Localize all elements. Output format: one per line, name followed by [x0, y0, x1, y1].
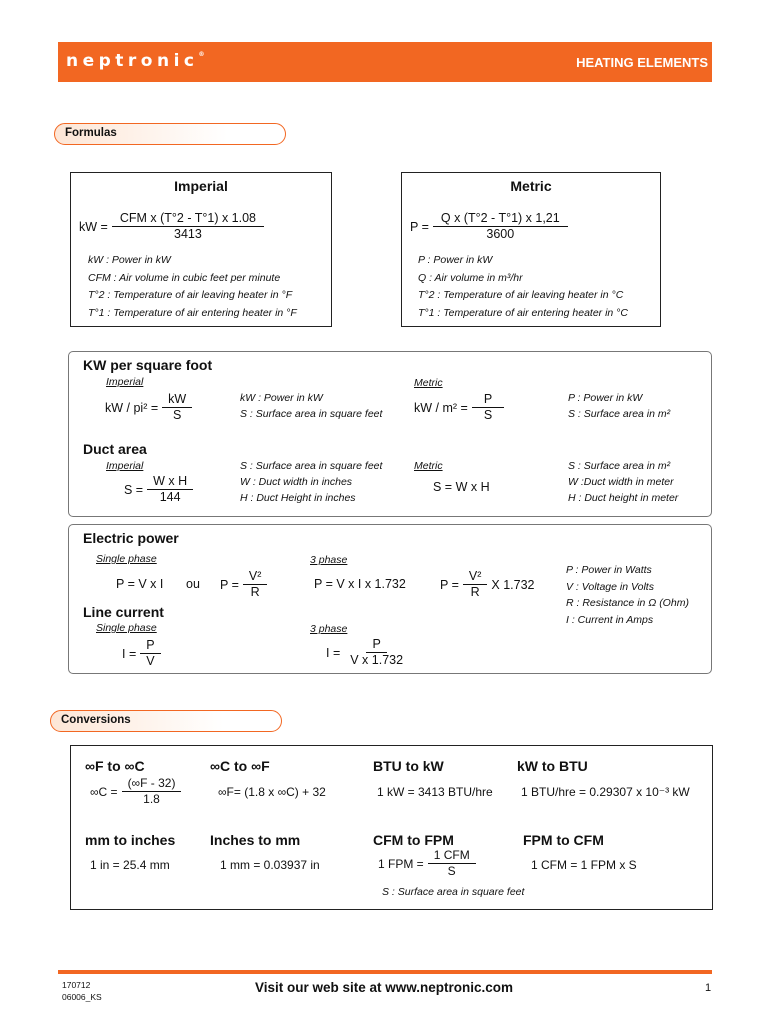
conv-f-to-c-formula: ∞C = $\frac{(\infty F - 32)}{1.8}$ [90, 776, 185, 807]
neptronic-logo: neptronic® [66, 51, 205, 71]
current-single-label: Single phase [96, 622, 157, 634]
kw-sqft-imperial-notes: kW : Power in kW S : Surface area in square feet [240, 392, 383, 420]
kw-sqft-imperial-formula: kW / pi² = $\frac{kW}{S}$ [105, 392, 196, 423]
conv-f-to-c-title: ∞F to ∞C [85, 758, 145, 774]
power-single-label: Single phase [96, 553, 157, 565]
duct-imperial-notes: S : Surface area in square feet W : Duct width in inches H : Duct Height in inches [240, 460, 383, 504]
conv-cfm-to-fpm-formula: 1 FPM = $\frac{\text{1 CFM}}{S}$ [378, 848, 480, 879]
duct-metric-formula: S = W x H [433, 480, 490, 494]
power-single-alt-formula: P = $\frac{\text{V²}}{R}$ [220, 569, 271, 600]
power-three-formula: P = V x I x 1.732 [314, 577, 406, 591]
current-three-formula: I = $\frac{P}{\text{V x 1.732}}$ [326, 637, 404, 667]
footer-page-number: 1 [705, 982, 712, 994]
duct-metric-notes: S : Surface area in m² W :Duct width in meter H : Duct height in meter [568, 460, 679, 504]
duct-imperial-label: Imperial [106, 460, 144, 472]
header-title: HEATING ELEMENTS [576, 55, 708, 70]
imperial-title: Imperial [174, 178, 228, 194]
kw-sqft-imperial-label: Imperial [106, 376, 144, 388]
footer-bar [58, 970, 712, 974]
conv-btu-to-kw-formula: 1 kW = 3413 BTU/hre [377, 785, 493, 799]
section-pill-conversions: Conversions [50, 710, 282, 732]
kw-sqft-metric-formula: kW / m² = $\frac{P}{S}$ [414, 392, 508, 423]
conv-fpm-to-cfm-formula: 1 CFM = 1 FPM x S [531, 858, 637, 872]
conv-c-to-f-formula: ∞F= (1.8 x ∞C) + 32 [218, 785, 326, 799]
current-three-label: 3 phase [310, 623, 348, 635]
conv-mm-to-in-title: mm to inches [85, 832, 176, 848]
footer-code-1: 170712 [62, 980, 91, 990]
line-current-title: Line current [83, 604, 164, 620]
footer-website: Visit our web site at www.neptronic.com [254, 980, 514, 995]
metric-notes: P : Power in kW Q : Air volume in m³/hr T°2 : Temperature of air leaving heater in °C T°1 : Temperature of air entering heater in °C [418, 254, 628, 319]
footer-code-2: 06006_KS [62, 992, 102, 1002]
section-pill-formulas: Formulas [54, 123, 286, 145]
current-single-formula: I = $\frac{P}{V}$ [122, 638, 165, 669]
power-ou: ou [186, 577, 200, 591]
conv-cfm-note: S : Surface area in square feet [382, 886, 525, 898]
conv-btu-to-kw-title: BTU to kW [373, 758, 444, 774]
power-notes: P : Power in Watts V : Voltage in Volts R : Resistance in Ω (Ohm) I : Current in Amps [566, 564, 689, 626]
duct-imperial-formula: S = $\frac{\text{W x H}}{144}$ [124, 474, 197, 505]
conv-kw-to-btu-title: kW to BTU [517, 758, 588, 774]
conv-fpm-to-cfm-title: FPM to CFM [523, 832, 604, 848]
duct-area-title: Duct area [83, 441, 147, 457]
kw-sqft-metric-notes: P : Power in kW S : Surface area in m² [568, 392, 671, 420]
electric-power-title: Electric power [83, 530, 179, 546]
conv-c-to-f-title: ∞C to ∞F [210, 758, 270, 774]
kw-sqft-metric-label: Metric [414, 377, 443, 389]
metric-formula: P = $\frac{\text{Q x (T°2 - T°1) x 1,21}}{3600}$ [410, 211, 572, 242]
power-three-label: 3 phase [310, 554, 348, 566]
imperial-notes: kW : Power in kW CFM : Air volume in cubic feet per minute T°2 : Temperature of air leaving heater in °F T°1 : Temperature of air entering heater in °F [88, 254, 297, 319]
duct-metric-label: Metric [414, 460, 443, 472]
conv-in-to-mm-formula: 1 mm = 0.03937 in [220, 858, 320, 872]
metric-title: Metric [510, 178, 552, 194]
conv-in-to-mm-title: Inches to mm [210, 832, 301, 848]
imperial-formula: kW = $\frac{\text{CFM x (T°2 - T°1) x 1.08}}{3413}$ [79, 211, 268, 242]
power-single-formula: P = V x I [116, 577, 164, 591]
power-three-alt-formula: P = $\frac{\text{V²}}{R}$ X 1.732 [440, 569, 535, 599]
kw-sqft-title: KW per square foot [83, 357, 213, 373]
conv-kw-to-btu-formula: 1 BTU/hre = 0.29307 x 10⁻³ kW [521, 785, 690, 799]
conv-mm-to-in-formula: 1 in = 25.4 mm [90, 858, 170, 872]
conv-cfm-to-fpm-title: CFM to FPM [373, 832, 454, 848]
